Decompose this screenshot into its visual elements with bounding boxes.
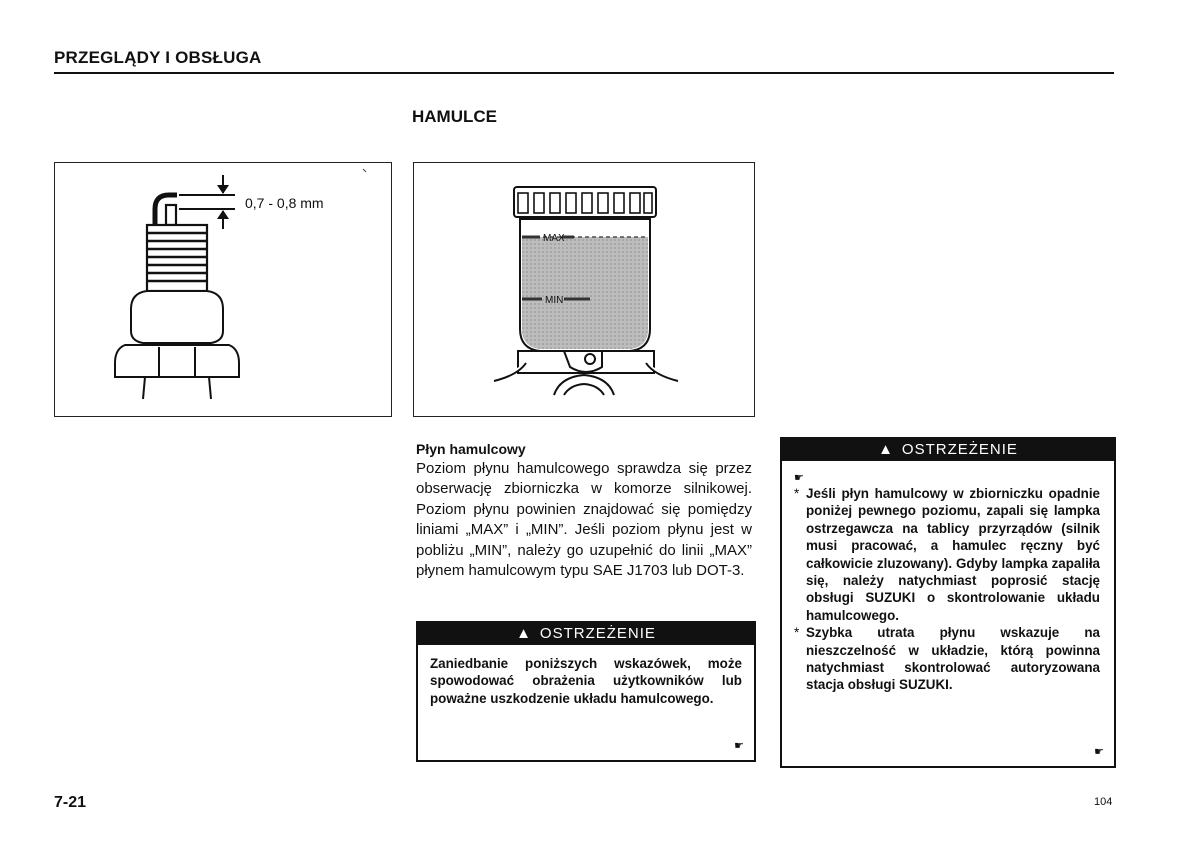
- warning-1-text: Zaniedbanie poniższych wskazówek, może spowodować obrażenia użytkowników lub poważne uszkodzenie układu hamulcowego.: [430, 656, 742, 706]
- min-mark-label: MIN: [545, 295, 564, 306]
- reservoir-figure: [413, 162, 755, 417]
- max-mark-label: MAX: [543, 233, 565, 244]
- header-divider: [54, 72, 1114, 74]
- brake-fluid-subtitle: Płyn hamulcowy: [416, 441, 526, 457]
- warning-heading: OSTRZEŻENIE: [901, 441, 1018, 458]
- warning-list-item: * Jeśli płyn hamulcowy w zbiorniczku opadnie poniżej pewnego poziomu, zapali się lampka ostrzegawcza na tablicy przyrządów (silnik musi pracować, a hamulec ręczny być całkowicie zluzowany). Gdyby lampka zapaliła się, należy natychmiast poprosić stację obsługi SUZUKI o skontrolowanie układu hamulcowego.: [794, 485, 1100, 624]
- warning-header: [782, 439, 1114, 461]
- brake-fluid-paragraph: Poziom płynu hamulcowego sprawdza się przez obserwację zbiorniczka w komorze silnikowej. Poziom płynu powinien znajdować się pomiędzy liniami „MAX” i „MIN”. Jeśli poziom płynu jest w pobliżu „MIN”, należy go uzupełnić do linii „MAX” płynem hamulcowym typu SAE J1703 lub DOT-3.: [416, 460, 752, 580]
- gap-dimension-label: 0,7 - 0,8 mm: [245, 195, 324, 211]
- section-title: HAMULCE: [412, 107, 497, 126]
- page-section-number: 7-21: [54, 794, 87, 811]
- warning-2-list: [794, 485, 1100, 694]
- spark-plug-figure: [54, 162, 392, 417]
- reservoir-illustration: [414, 163, 754, 416]
- warning-heading: OSTRZEŻENIE: [539, 625, 656, 642]
- warning-list-item: * Szybka utrata płynu wskazuje na nieszczelność w układzie, którą powinna natychmiast skontrolować autoryzowana stacja obsługi SUZUKI.: [794, 624, 1100, 694]
- warning-box-2: [780, 437, 1116, 768]
- warning-header: [418, 623, 754, 645]
- continue-pointer-icon: ☛: [734, 740, 744, 752]
- warning-triangle-icon: ▲: [516, 625, 532, 642]
- continued-pointer-icon: ☛: [794, 472, 804, 484]
- spark-plug-illustration: [55, 163, 391, 416]
- page-number: 104: [1094, 796, 1113, 808]
- continue-pointer-icon: ☛: [1094, 746, 1104, 758]
- warning-triangle-icon: ▲: [878, 441, 894, 458]
- warning-box-1: [416, 621, 756, 762]
- page-header-title: PRZEGLĄDY I OBSŁUGA: [54, 48, 262, 67]
